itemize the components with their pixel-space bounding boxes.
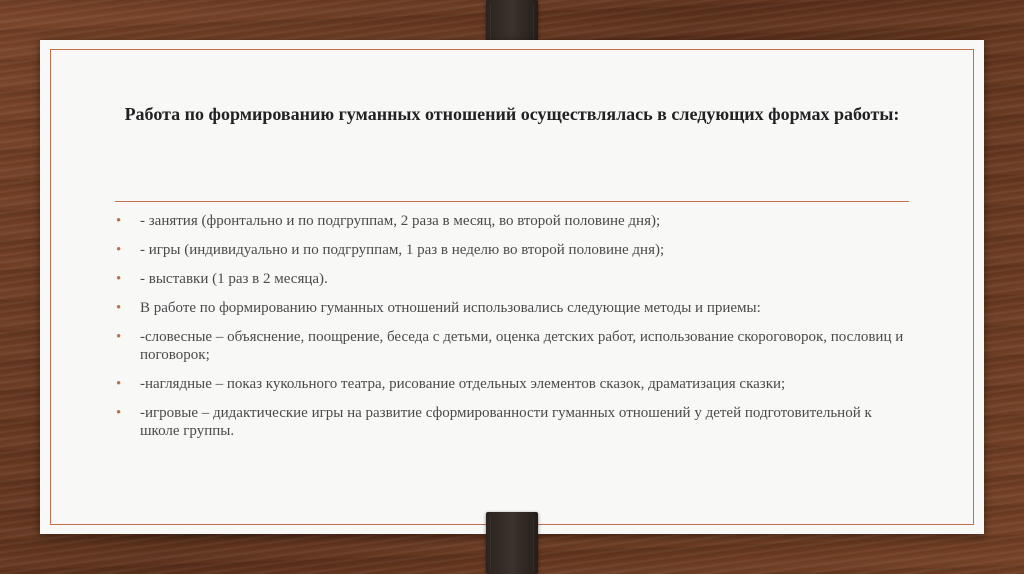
bullet-text: В работе по формированию гуманных отношений использовались следующие методы и приемы: — [140, 300, 761, 316]
bullet-icon: • — [116, 329, 122, 345]
bullet-text: - игры (индивидуально и по подгруппам, 1 раз в неделю во второй половине дня); — [140, 242, 665, 258]
bullet-icon: • — [116, 242, 122, 258]
slide-title: Работа по формированию гуманных отношений осуществлялась в следующих формах работы: — [124, 104, 900, 124]
bullet-text: -игровые – дидактические игры на развитие сформированности гуманных отношений у детей подготовительной к школе группы. — [140, 405, 872, 439]
bullet-item — [116, 299, 906, 317]
bullet-item — [116, 212, 906, 230]
bullet-icon: • — [116, 376, 122, 392]
bullet-text: - занятия (фронтально и по подгруппам, 2 раза в месяц, во второй половине дня); — [140, 213, 661, 229]
title-divider — [115, 201, 909, 202]
bullet-item — [116, 270, 906, 288]
bullet-icon: • — [116, 271, 122, 287]
bullet-item — [116, 328, 906, 364]
bullet-text: -наглядные – показ кукольного театра, рисование отдельных элементов сказок, драматизация сказки; — [140, 376, 786, 392]
bullet-list — [116, 212, 906, 451]
bullet-icon: • — [116, 300, 122, 316]
bullet-text: -словесные – объяснение, поощрение, беседа с детьми, оценка детских работ, использование скороговорок, пословиц и поговорок; — [140, 329, 904, 363]
bullet-text: - выставки (1 раз в 2 месяца). — [140, 271, 328, 287]
bullet-item — [116, 375, 906, 393]
bullet-item — [116, 241, 906, 259]
bullet-icon: • — [116, 213, 122, 229]
bullet-item — [116, 404, 906, 440]
binder-clip-bottom — [486, 512, 538, 574]
bullet-icon: • — [116, 405, 122, 421]
